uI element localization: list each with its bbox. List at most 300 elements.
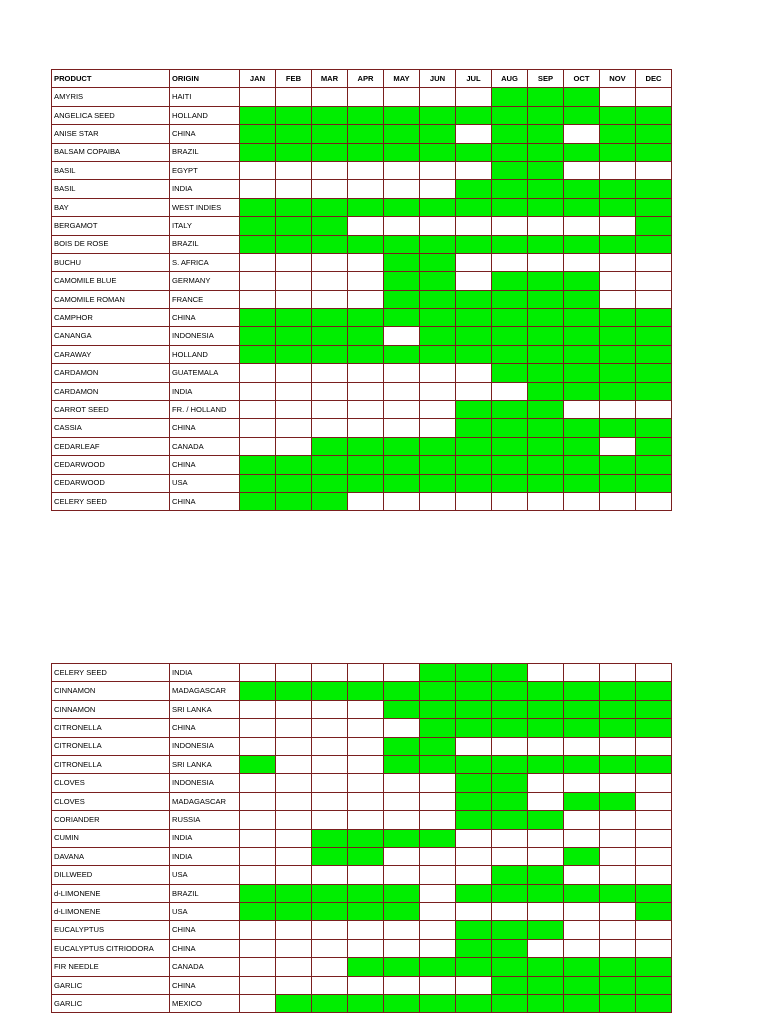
month-cell-feb — [276, 143, 312, 161]
month-cell-apr — [348, 847, 384, 865]
month-cell-mar — [312, 364, 348, 382]
month-cell-jul — [456, 456, 492, 474]
month-cell-jul — [456, 106, 492, 124]
month-cell-dec — [636, 939, 672, 957]
month-cell-jan — [240, 290, 276, 308]
product-cell: EUCALYPTUS — [52, 921, 170, 939]
month-header-may: MAY — [384, 70, 420, 88]
month-cell-feb — [276, 437, 312, 455]
month-cell-dec — [636, 976, 672, 994]
month-cell-jul — [456, 198, 492, 216]
month-cell-oct — [564, 976, 600, 994]
month-cell-aug — [492, 401, 528, 419]
origin-cell: HAITI — [170, 88, 240, 106]
month-cell-jul — [456, 664, 492, 682]
month-cell-feb — [276, 995, 312, 1013]
month-cell-sep — [528, 847, 564, 865]
month-cell-sep — [528, 143, 564, 161]
month-cell-jan — [240, 106, 276, 124]
month-cell-nov — [600, 492, 636, 510]
month-cell-jun — [420, 829, 456, 847]
month-cell-sep — [528, 161, 564, 179]
origin-cell: INDIA — [170, 180, 240, 198]
month-cell-jul — [456, 774, 492, 792]
month-cell-feb — [276, 419, 312, 437]
month-cell-apr — [348, 437, 384, 455]
month-cell-mar — [312, 755, 348, 773]
month-cell-jun — [420, 143, 456, 161]
month-cell-aug — [492, 437, 528, 455]
table-row — [52, 492, 672, 510]
product-cell: CITRONELLA — [52, 755, 170, 773]
month-cell-apr — [348, 774, 384, 792]
month-cell-oct — [564, 755, 600, 773]
month-cell-dec — [636, 290, 672, 308]
month-cell-oct — [564, 829, 600, 847]
month-cell-aug — [492, 474, 528, 492]
origin-cell: HOLLAND — [170, 345, 240, 363]
month-cell-jan — [240, 664, 276, 682]
month-cell-oct — [564, 811, 600, 829]
month-cell-aug — [492, 492, 528, 510]
month-cell-nov — [600, 921, 636, 939]
month-cell-nov — [600, 829, 636, 847]
month-cell-nov — [600, 976, 636, 994]
month-cell-dec — [636, 792, 672, 810]
month-cell-may — [384, 995, 420, 1013]
origin-cell: CHINA — [170, 719, 240, 737]
origin-cell: INDONESIA — [170, 327, 240, 345]
month-cell-feb — [276, 180, 312, 198]
month-cell-sep — [528, 921, 564, 939]
month-cell-mar — [312, 106, 348, 124]
month-cell-may — [384, 253, 420, 271]
month-cell-apr — [348, 290, 384, 308]
month-cell-jan — [240, 161, 276, 179]
month-cell-aug — [492, 811, 528, 829]
month-header-mar: MAR — [312, 70, 348, 88]
month-cell-mar — [312, 921, 348, 939]
month-cell-jan — [240, 235, 276, 253]
month-cell-feb — [276, 198, 312, 216]
month-cell-jun — [420, 774, 456, 792]
month-cell-may — [384, 382, 420, 400]
month-cell-nov — [600, 995, 636, 1013]
month-cell-oct — [564, 327, 600, 345]
month-cell-aug — [492, 829, 528, 847]
month-cell-jul — [456, 419, 492, 437]
month-cell-oct — [564, 995, 600, 1013]
month-header-jun: JUN — [420, 70, 456, 88]
month-cell-apr — [348, 700, 384, 718]
month-cell-jun — [420, 866, 456, 884]
month-cell-nov — [600, 272, 636, 290]
origin-cell: CHINA — [170, 309, 240, 327]
month-cell-jan — [240, 456, 276, 474]
month-cell-apr — [348, 884, 384, 902]
product-cell: CELERY SEED — [52, 664, 170, 682]
month-cell-dec — [636, 682, 672, 700]
month-cell-oct — [564, 437, 600, 455]
month-cell-jul — [456, 939, 492, 957]
month-cell-sep — [528, 700, 564, 718]
month-cell-apr — [348, 106, 384, 124]
month-cell-dec — [636, 106, 672, 124]
month-cell-aug — [492, 755, 528, 773]
month-cell-mar — [312, 958, 348, 976]
month-cell-nov — [600, 682, 636, 700]
product-cell: CLOVES — [52, 792, 170, 810]
month-cell-dec — [636, 995, 672, 1013]
month-cell-mar — [312, 737, 348, 755]
month-cell-oct — [564, 939, 600, 957]
month-cell-may — [384, 903, 420, 921]
month-cell-jan — [240, 401, 276, 419]
month-cell-aug — [492, 125, 528, 143]
month-cell-jan — [240, 382, 276, 400]
month-cell-nov — [600, 958, 636, 976]
month-cell-sep — [528, 995, 564, 1013]
month-cell-aug — [492, 106, 528, 124]
month-cell-apr — [348, 161, 384, 179]
product-cell: DAVANA — [52, 847, 170, 865]
month-cell-jan — [240, 419, 276, 437]
month-cell-mar — [312, 198, 348, 216]
month-cell-jul — [456, 364, 492, 382]
month-cell-nov — [600, 884, 636, 902]
month-cell-jul — [456, 437, 492, 455]
month-cell-oct — [564, 682, 600, 700]
month-cell-jan — [240, 272, 276, 290]
table-row — [52, 198, 672, 216]
month-cell-apr — [348, 198, 384, 216]
month-cell-mar — [312, 125, 348, 143]
month-cell-aug — [492, 995, 528, 1013]
month-cell-apr — [348, 88, 384, 106]
product-cell: CARAWAY — [52, 345, 170, 363]
product-cell: CEDARLEAF — [52, 437, 170, 455]
month-cell-aug — [492, 866, 528, 884]
month-cell-feb — [276, 811, 312, 829]
month-cell-mar — [312, 345, 348, 363]
month-cell-jun — [420, 345, 456, 363]
month-cell-feb — [276, 161, 312, 179]
month-cell-nov — [600, 401, 636, 419]
month-cell-mar — [312, 235, 348, 253]
month-cell-apr — [348, 364, 384, 382]
month-cell-jul — [456, 235, 492, 253]
month-header-oct: OCT — [564, 70, 600, 88]
month-cell-may — [384, 290, 420, 308]
month-cell-dec — [636, 161, 672, 179]
month-cell-jul — [456, 847, 492, 865]
month-cell-aug — [492, 700, 528, 718]
month-cell-dec — [636, 492, 672, 510]
month-cell-jul — [456, 682, 492, 700]
month-cell-sep — [528, 456, 564, 474]
month-cell-jan — [240, 345, 276, 363]
month-header-apr: APR — [348, 70, 384, 88]
table-row — [52, 253, 672, 271]
month-cell-sep — [528, 866, 564, 884]
month-cell-sep — [528, 309, 564, 327]
table-row — [52, 345, 672, 363]
month-cell-jun — [420, 995, 456, 1013]
month-cell-apr — [348, 309, 384, 327]
month-cell-mar — [312, 811, 348, 829]
month-cell-jul — [456, 995, 492, 1013]
month-cell-jun — [420, 327, 456, 345]
month-cell-dec — [636, 884, 672, 902]
month-cell-jun — [420, 125, 456, 143]
month-cell-jan — [240, 903, 276, 921]
month-cell-sep — [528, 939, 564, 957]
month-cell-oct — [564, 719, 600, 737]
origin-cell: CHINA — [170, 492, 240, 510]
month-cell-feb — [276, 884, 312, 902]
month-header-aug: AUG — [492, 70, 528, 88]
month-cell-mar — [312, 456, 348, 474]
month-cell-feb — [276, 792, 312, 810]
month-cell-mar — [312, 290, 348, 308]
month-cell-jul — [456, 719, 492, 737]
table-row — [52, 382, 672, 400]
month-cell-jun — [420, 419, 456, 437]
month-cell-may — [384, 737, 420, 755]
month-cell-dec — [636, 437, 672, 455]
table-row — [52, 401, 672, 419]
month-cell-nov — [600, 106, 636, 124]
month-cell-jan — [240, 866, 276, 884]
product-cell: CORIANDER — [52, 811, 170, 829]
product-cell: CITRONELLA — [52, 719, 170, 737]
month-cell-feb — [276, 866, 312, 884]
month-cell-jun — [420, 382, 456, 400]
origin-cell: CHINA — [170, 921, 240, 939]
table-row — [52, 792, 672, 810]
month-cell-dec — [636, 474, 672, 492]
month-cell-oct — [564, 364, 600, 382]
month-cell-dec — [636, 847, 672, 865]
product-cell: BOIS DE ROSE — [52, 235, 170, 253]
month-cell-dec — [636, 829, 672, 847]
month-cell-jan — [240, 180, 276, 198]
month-cell-apr — [348, 829, 384, 847]
month-cell-dec — [636, 737, 672, 755]
month-cell-may — [384, 939, 420, 957]
month-cell-dec — [636, 419, 672, 437]
table-row — [52, 327, 672, 345]
origin-cell: INDONESIA — [170, 737, 240, 755]
month-cell-jun — [420, 976, 456, 994]
month-cell-may — [384, 364, 420, 382]
month-header-jul: JUL — [456, 70, 492, 88]
month-cell-may — [384, 456, 420, 474]
month-cell-nov — [600, 737, 636, 755]
month-cell-feb — [276, 125, 312, 143]
month-cell-mar — [312, 382, 348, 400]
month-cell-oct — [564, 272, 600, 290]
month-cell-may — [384, 682, 420, 700]
month-cell-jan — [240, 700, 276, 718]
month-cell-feb — [276, 106, 312, 124]
month-cell-dec — [636, 755, 672, 773]
month-cell-dec — [636, 903, 672, 921]
month-header-jan: JAN — [240, 70, 276, 88]
month-cell-nov — [600, 143, 636, 161]
origin-cell: CHINA — [170, 419, 240, 437]
table-row — [52, 106, 672, 124]
month-cell-nov — [600, 939, 636, 957]
product-cell: CARROT SEED — [52, 401, 170, 419]
product-cell: d-LIMONENE — [52, 884, 170, 902]
product-cell: ANISE STAR — [52, 125, 170, 143]
month-cell-apr — [348, 345, 384, 363]
month-cell-apr — [348, 866, 384, 884]
month-cell-dec — [636, 253, 672, 271]
month-cell-feb — [276, 847, 312, 865]
month-cell-nov — [600, 327, 636, 345]
table-row — [52, 217, 672, 235]
month-cell-apr — [348, 792, 384, 810]
month-cell-jun — [420, 309, 456, 327]
month-cell-jun — [420, 106, 456, 124]
month-cell-jul — [456, 474, 492, 492]
header-row — [52, 70, 672, 88]
month-cell-oct — [564, 161, 600, 179]
month-cell-sep — [528, 382, 564, 400]
origin-cell: CHINA — [170, 125, 240, 143]
month-cell-oct — [564, 290, 600, 308]
month-cell-may — [384, 161, 420, 179]
month-cell-sep — [528, 364, 564, 382]
month-cell-jun — [420, 664, 456, 682]
month-cell-sep — [528, 755, 564, 773]
month-cell-feb — [276, 492, 312, 510]
table-row — [52, 995, 672, 1013]
month-cell-jan — [240, 253, 276, 271]
month-cell-jul — [456, 401, 492, 419]
month-cell-sep — [528, 401, 564, 419]
month-cell-jun — [420, 921, 456, 939]
month-cell-sep — [528, 419, 564, 437]
origin-cell: ITALY — [170, 217, 240, 235]
month-cell-jan — [240, 811, 276, 829]
month-cell-aug — [492, 419, 528, 437]
origin-cell: INDONESIA — [170, 774, 240, 792]
month-cell-oct — [564, 106, 600, 124]
month-cell-nov — [600, 290, 636, 308]
origin-cell: RUSSIA — [170, 811, 240, 829]
product-cell: GARLIC — [52, 976, 170, 994]
month-cell-mar — [312, 829, 348, 847]
month-cell-sep — [528, 217, 564, 235]
month-cell-dec — [636, 719, 672, 737]
month-cell-aug — [492, 884, 528, 902]
month-cell-apr — [348, 811, 384, 829]
origin-cell: GUATEMALA — [170, 364, 240, 382]
month-cell-oct — [564, 217, 600, 235]
month-cell-feb — [276, 456, 312, 474]
month-cell-jan — [240, 792, 276, 810]
month-cell-sep — [528, 198, 564, 216]
month-cell-sep — [528, 125, 564, 143]
month-cell-nov — [600, 847, 636, 865]
table-row — [52, 143, 672, 161]
table-row — [52, 161, 672, 179]
month-cell-aug — [492, 143, 528, 161]
product-cell: CAMOMILE BLUE — [52, 272, 170, 290]
table-row — [52, 755, 672, 773]
month-cell-jan — [240, 309, 276, 327]
month-cell-feb — [276, 309, 312, 327]
month-cell-apr — [348, 143, 384, 161]
table-row — [52, 419, 672, 437]
month-cell-jul — [456, 180, 492, 198]
month-cell-nov — [600, 253, 636, 271]
month-cell-feb — [276, 719, 312, 737]
month-cell-jul — [456, 884, 492, 902]
month-cell-mar — [312, 719, 348, 737]
month-cell-apr — [348, 419, 384, 437]
month-cell-mar — [312, 682, 348, 700]
month-cell-may — [384, 88, 420, 106]
month-cell-jul — [456, 903, 492, 921]
month-cell-sep — [528, 664, 564, 682]
table-row — [52, 958, 672, 976]
month-cell-jul — [456, 382, 492, 400]
month-cell-nov — [600, 161, 636, 179]
month-cell-mar — [312, 884, 348, 902]
month-cell-apr — [348, 235, 384, 253]
month-cell-feb — [276, 939, 312, 957]
month-cell-mar — [312, 976, 348, 994]
month-cell-oct — [564, 492, 600, 510]
month-cell-jun — [420, 217, 456, 235]
month-cell-apr — [348, 737, 384, 755]
harvest-calendar-table-1 — [51, 69, 672, 511]
month-cell-jan — [240, 143, 276, 161]
month-cell-apr — [348, 664, 384, 682]
month-cell-dec — [636, 921, 672, 939]
month-cell-oct — [564, 884, 600, 902]
month-cell-aug — [492, 847, 528, 865]
month-cell-sep — [528, 737, 564, 755]
table-row — [52, 474, 672, 492]
month-cell-jun — [420, 456, 456, 474]
month-cell-jul — [456, 921, 492, 939]
month-cell-mar — [312, 995, 348, 1013]
product-cell: BASIL — [52, 161, 170, 179]
table-row — [52, 811, 672, 829]
month-cell-nov — [600, 811, 636, 829]
table-row — [52, 235, 672, 253]
month-cell-oct — [564, 921, 600, 939]
month-cell-oct — [564, 664, 600, 682]
month-cell-may — [384, 143, 420, 161]
month-cell-apr — [348, 382, 384, 400]
product-cell: CEDARWOOD — [52, 474, 170, 492]
product-cell: CASSIA — [52, 419, 170, 437]
month-header-sep: SEP — [528, 70, 564, 88]
table-row — [52, 939, 672, 957]
month-cell-may — [384, 217, 420, 235]
month-cell-may — [384, 125, 420, 143]
month-header-feb: FEB — [276, 70, 312, 88]
month-cell-nov — [600, 217, 636, 235]
month-cell-dec — [636, 866, 672, 884]
origin-cell: USA — [170, 866, 240, 884]
